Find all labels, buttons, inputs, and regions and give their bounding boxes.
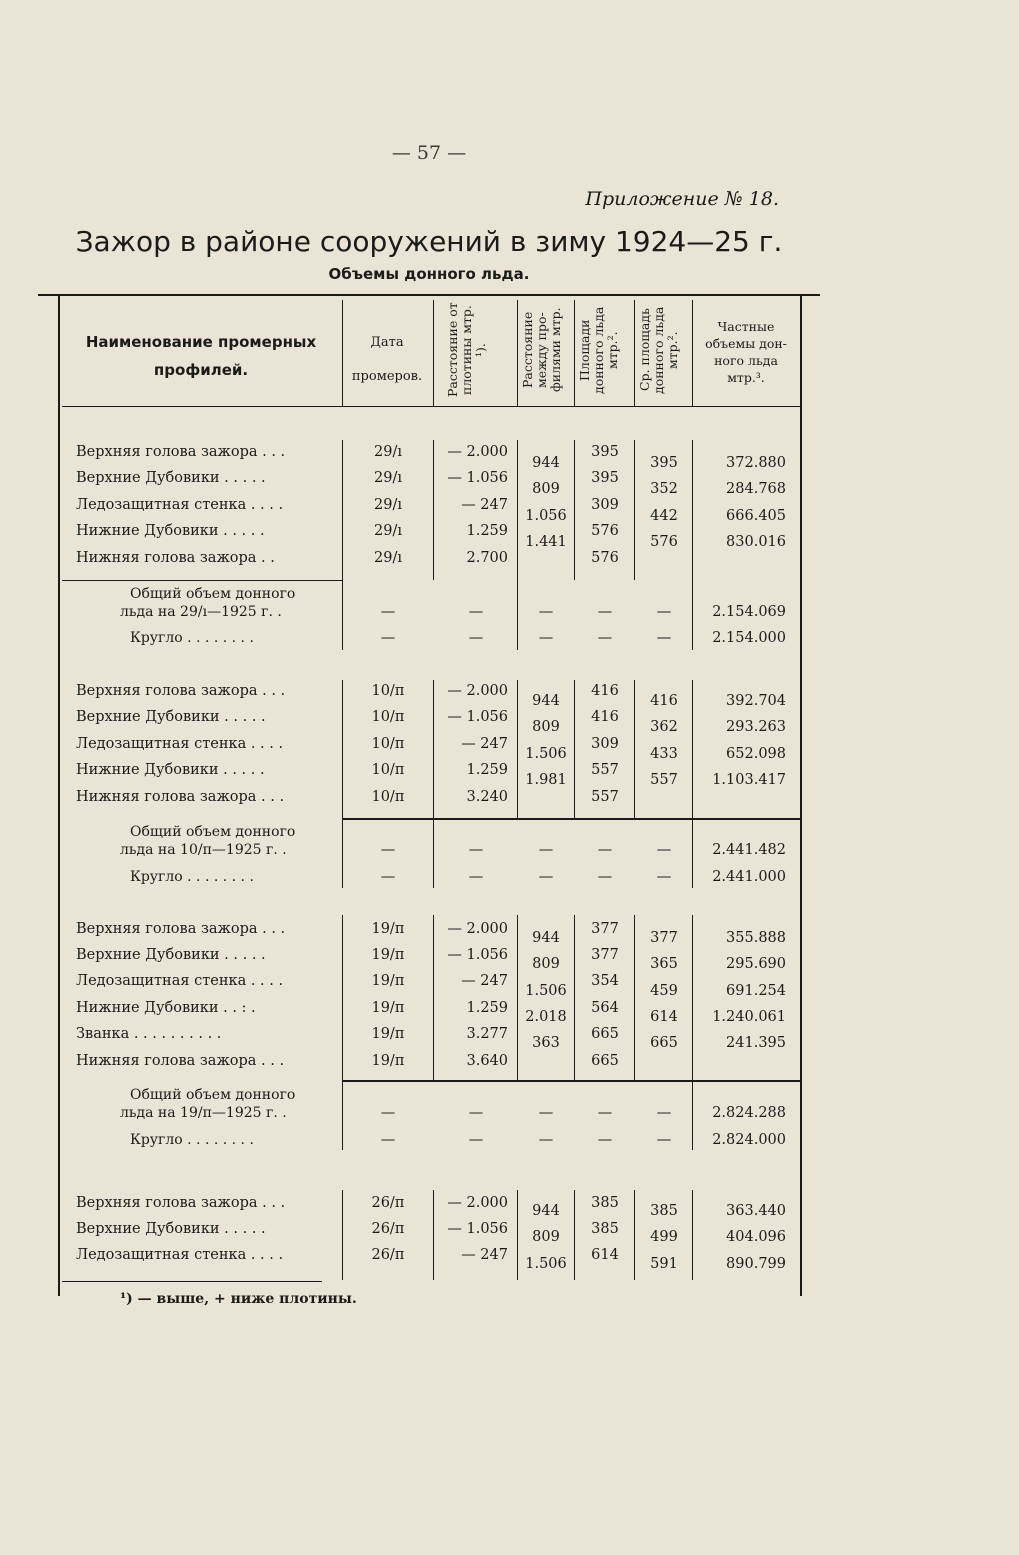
table-cell-area: 564 bbox=[591, 1000, 619, 1016]
table-cell-distance: — 2.000 bbox=[447, 444, 508, 460]
table-cell-date: 10/п bbox=[371, 789, 405, 805]
table-cell-between: 944 bbox=[532, 455, 560, 471]
table-cell-between: 363 bbox=[532, 1035, 560, 1051]
table-cell-date: 19/п bbox=[371, 921, 405, 937]
table-cell-date: 19/п bbox=[371, 973, 405, 989]
table-cell-area: 309 bbox=[591, 497, 619, 513]
table-row-name: Ледозащитная стенка . . . . bbox=[76, 497, 284, 513]
table-cell-date: 19/п bbox=[371, 1026, 405, 1042]
table-cell-volume: 890.799 bbox=[726, 1256, 786, 1272]
table-cell-date: 19/п bbox=[371, 947, 405, 963]
table-cell-distance: — 247 bbox=[461, 736, 508, 752]
table-cell-date: 29/ı bbox=[374, 470, 402, 486]
table-cell-distance: — 1.056 bbox=[447, 1221, 508, 1237]
table-row-name: Верхняя голова зажора . . . bbox=[76, 921, 286, 937]
table-row-name: Верхняя голова зажора . . . bbox=[76, 683, 286, 699]
table-cell-date: 29/ı bbox=[374, 523, 402, 539]
table-cell-date: 26/п bbox=[371, 1247, 405, 1263]
table-cell-volume: 293.263 bbox=[726, 719, 786, 735]
table-cell-avg-area: 442 bbox=[650, 508, 678, 524]
header-area: Площади донного льда мтр.². bbox=[577, 306, 620, 394]
table-cell-avg-area: 665 bbox=[650, 1035, 678, 1051]
table-cell-date: 26/п bbox=[371, 1195, 405, 1211]
table-cell-distance: — 1.056 bbox=[447, 470, 508, 486]
table-cell-area: 665 bbox=[591, 1053, 619, 1069]
table-cell-between: 944 bbox=[532, 1203, 560, 1219]
table-cell-date: 26/п bbox=[371, 1221, 405, 1237]
header-volumes: Частные объемы дон- ного льда мтр.³. bbox=[705, 319, 787, 385]
table-cell-area: 416 bbox=[591, 683, 619, 699]
table-cell-avg-area: 385 bbox=[650, 1203, 678, 1219]
table-cell-distance: 3.277 bbox=[466, 1026, 508, 1042]
table-cell-area: 557 bbox=[591, 762, 619, 778]
table-cell-date: 10/п bbox=[371, 709, 405, 725]
total-volume: 2.824.288 bbox=[712, 1105, 786, 1121]
table-cell-between: 2.018 bbox=[525, 1009, 567, 1025]
table-cell-volume: 691.254 bbox=[726, 983, 786, 999]
table-cell-avg-area: 395 bbox=[650, 455, 678, 471]
header-avg-area: Ср. площадь донного льда мтр.². bbox=[637, 306, 680, 394]
table-cell-avg-area: 362 bbox=[650, 719, 678, 735]
table-cell-volume: 295.690 bbox=[726, 956, 786, 972]
table-cell-volume: 830.016 bbox=[726, 534, 786, 550]
table-cell-volume: 1.240.061 bbox=[712, 1009, 786, 1025]
table-cell-between: 1.981 bbox=[525, 772, 567, 788]
table-cell-avg-area: 459 bbox=[650, 983, 678, 999]
table-cell-area: 614 bbox=[591, 1247, 619, 1263]
table-right-border bbox=[800, 296, 802, 1296]
table-cell-avg-area: 591 bbox=[650, 1256, 678, 1272]
table-cell-avg-area: 416 bbox=[650, 693, 678, 709]
table-cell-area: 665 bbox=[591, 1026, 619, 1042]
total-volume: 2.154.069 bbox=[712, 604, 786, 620]
table-cell-volume: 1.103.417 bbox=[712, 772, 786, 788]
table-cell-volume: 666.405 bbox=[726, 508, 786, 524]
table-cell-avg-area: 614 bbox=[650, 1009, 678, 1025]
table-row-name: Нижние Дубовики . . : . bbox=[76, 1000, 256, 1016]
table-cell-distance: — 2.000 bbox=[447, 921, 508, 937]
table-cell-between: 1.506 bbox=[525, 1256, 567, 1272]
table-cell-volume: 372.880 bbox=[726, 455, 786, 471]
table-cell-between: 944 bbox=[532, 693, 560, 709]
table-row-name: Нижняя голова зажора . . . bbox=[76, 789, 285, 805]
round-label: Кругло . . . . . . . . bbox=[130, 1132, 254, 1148]
page-subtitle: Объемы донного льда. bbox=[328, 265, 530, 283]
table-cell-distance: — 2.000 bbox=[447, 1195, 508, 1211]
header-distance: Расстояние от плотины мтр. ¹). bbox=[445, 302, 488, 398]
table-cell-volume: 652.098 bbox=[726, 746, 786, 762]
table-cell-volume: 404.096 bbox=[726, 1229, 786, 1245]
table-cell-volume: 355.888 bbox=[726, 930, 786, 946]
total-label: льда на 29/ı—1925 г. . bbox=[120, 604, 282, 620]
table-row-name: Нижняя голова зажора . . . bbox=[76, 1053, 285, 1069]
table-cell-between: 944 bbox=[532, 930, 560, 946]
table-row-name: Ледозащитная стенка . . . . bbox=[76, 1247, 284, 1263]
table-cell-avg-area: 499 bbox=[650, 1229, 678, 1245]
table-cell-distance: 1.259 bbox=[466, 1000, 508, 1016]
table-cell-between: 1.056 bbox=[525, 508, 567, 524]
table-row-name: Верхняя голова зажора . . . bbox=[76, 444, 286, 460]
total-volume: 2.441.482 bbox=[712, 842, 786, 858]
table-cell-area: 354 bbox=[591, 973, 619, 989]
table-cell-distance: 1.259 bbox=[466, 523, 508, 539]
table-cell-distance: 3.240 bbox=[466, 789, 508, 805]
table-cell-volume: 363.440 bbox=[726, 1203, 786, 1219]
table-cell-date: 10/п bbox=[371, 736, 405, 752]
table-cell-area: 377 bbox=[591, 947, 619, 963]
table-row-name: Верхние Дубовики . . . . . bbox=[76, 947, 266, 963]
table-cell-distance: 2.700 bbox=[466, 550, 508, 566]
table-row-name: Нижняя голова зажора . . bbox=[76, 550, 275, 566]
footnote: ¹) — выше, + ниже плотины. bbox=[120, 1291, 357, 1307]
table-cell-date: 29/ı bbox=[374, 550, 402, 566]
table-cell-distance: 1.259 bbox=[466, 762, 508, 778]
table-cell-date: 10/п bbox=[371, 683, 405, 699]
table-cell-area: 395 bbox=[591, 470, 619, 486]
total-label: Общий объем донного bbox=[130, 1087, 296, 1103]
header-bottom-rule bbox=[62, 406, 800, 407]
table-cell-date: 19/п bbox=[371, 1000, 405, 1016]
table-cell-date: 10/п bbox=[371, 762, 405, 778]
total-label: Общий объем донного bbox=[130, 586, 296, 602]
table-cell-area: 385 bbox=[591, 1221, 619, 1237]
table-cell-date: 29/ı bbox=[374, 444, 402, 460]
table-cell-distance: — 247 bbox=[461, 973, 508, 989]
table-cell-between: 809 bbox=[532, 481, 560, 497]
table-cell-between: 1.441 bbox=[525, 534, 567, 550]
table-cell-avg-area: 365 bbox=[650, 956, 678, 972]
table-row-name: Верхние Дубовики . . . . . bbox=[76, 709, 266, 725]
table-row-name: Верхние Дубовики . . . . . bbox=[76, 470, 266, 486]
table-cell-area: 416 bbox=[591, 709, 619, 725]
table-cell-avg-area: 377 bbox=[650, 930, 678, 946]
table-left-border bbox=[58, 296, 60, 1296]
table-cell-volume: 284.768 bbox=[726, 481, 786, 497]
table-row-name: Верхняя голова зажора . . . bbox=[76, 1195, 286, 1211]
table-row-name: Нижние Дубовики . . . . . bbox=[76, 762, 265, 778]
round-label: Кругло . . . . . . . . bbox=[130, 630, 254, 646]
table-cell-volume: 392.704 bbox=[726, 693, 786, 709]
header-date: Дата промеров. bbox=[351, 335, 423, 384]
round-volume: 2.154.000 bbox=[712, 630, 786, 646]
table-cell-area: 576 bbox=[591, 523, 619, 539]
table-cell-distance: — 1.056 bbox=[447, 947, 508, 963]
table-cell-area: 395 bbox=[591, 444, 619, 460]
table-cell-date: 29/ı bbox=[374, 497, 402, 513]
table-cell-area: 385 bbox=[591, 1195, 619, 1211]
header-profile-name: Наименование промерных профилей. bbox=[85, 333, 317, 379]
total-label: льда на 19/п—1925 г. . bbox=[120, 1105, 287, 1121]
total-label: льда на 10/п—1925 г. . bbox=[120, 842, 287, 858]
table-cell-area: 557 bbox=[591, 789, 619, 805]
total-label: Общий объем донного bbox=[130, 824, 296, 840]
table-cell-area: 576 bbox=[591, 550, 619, 566]
table-cell-between: 809 bbox=[532, 1229, 560, 1245]
table-cell-volume: 241.395 bbox=[726, 1035, 786, 1051]
table-top-rule bbox=[38, 294, 820, 296]
table-cell-distance: 3.640 bbox=[466, 1053, 508, 1069]
page-number: — 57 — bbox=[391, 142, 467, 164]
table-cell-avg-area: 576 bbox=[650, 534, 678, 550]
document-page: — 57 — Приложение № 18. Зажор в районе сооружений в зиму 1924—25 г. Объемы донного льда. Наименование промерных профилей. Дата промеров. Расстояние от плотины мтр. ¹). Расстояние между про- филями мтр. Площади донного льда мтр.². Ср. площадь донного льда мтр.². Частные объемы дон- ного льда мтр.³. Верхняя голова зажора . . . Верхние Дубовики . . . . . Ледозащитная стенка . . . . Нижние Дубовики . . . . . Нижняя голова зажора . . 29/ı 29/ı 29/ı 29/ı 29/ı — 2.000 — 1.056 — 247 1.259 2.700 944 809 1.056 1.441 395 395 309 576 576 395 352 442 576 372.880 284.768 666.405 830.016 Общий объем донного льда на 29/ı—1925 г. . — — — — — 2.154.069 Кругло . . . . . . . . — — — — — 2.154.000 Верхняя голова зажора . . . Верхние Дубовики . . . . . Ледозащитная стенка . . . . Нижние Дубовики . . . . . Нижняя голова зажора . . . 10/п 10/п 10/п 10/п 10/п — 2.000 — 1.056 — 247 1.259 3.240 944 809 1.506 1.981 416 416 309 557 557 416 362 433 557 392.704 293.263 652.098 1.103.417 Общий объем донного льда на 10/п—1925 г. . — — — — — 2.441.482 Кругло . . . . . . . . — — — — — 2.441.000 Верхняя голова зажора . . . Верхние Дубовики . . . . . Ледозащитная стенка . . . . Нижние Дубовики . . : . Званка . . . . . . . . . . Нижняя голова зажора . . . 19/п 19/п 19/п 19/п 19/п 19/п — 2.000 — 1.056 — 247 1.259 3.277 3.640 944 809 1.506 2.018 363 377 377 354 564 665 665 377 365 459 614 665 355.888 295.690 691.254 1.240.061 241.395 Общий объем донного льда на 19/п—1925 г. . — — — — — 2.824.288 Кругло . . . . . . . . — — — — — 2.824.000 Верхняя голова зажора . . . Верхние Дубовики . . . . . Ледозащитная стенка . . . . 26/п 26/п 26/п — 2.000 — 1.056 — 247 944 809 1.506 385 385 614 385 499 591 363.440 404.096 890.799 ¹) — выше, + ниже плотины. bbox=[0, 0, 1019, 1555]
table-cell-distance: — 247 bbox=[461, 497, 508, 513]
table-cell-date: 19/п bbox=[371, 1053, 405, 1069]
round-label: Кругло . . . . . . . . bbox=[130, 869, 254, 885]
table-cell-area: 377 bbox=[591, 921, 619, 937]
page-title: Зажор в районе сооружений в зиму 1924—25 г. bbox=[75, 225, 783, 258]
table-cell-distance: — 2.000 bbox=[447, 683, 508, 699]
table-cell-between: 809 bbox=[532, 956, 560, 972]
table-cell-avg-area: 352 bbox=[650, 481, 678, 497]
table-cell-between: 809 bbox=[532, 719, 560, 735]
table-cell-avg-area: 557 bbox=[650, 772, 678, 788]
table-cell-distance: — 247 bbox=[461, 1247, 508, 1263]
table-row-name: Нижние Дубовики . . . . . bbox=[76, 523, 265, 539]
table-row-name: Званка . . . . . . . . . . bbox=[76, 1026, 222, 1042]
round-volume: 2.824.000 bbox=[712, 1132, 786, 1148]
table-row-name: Ледозащитная стенка . . . . bbox=[76, 736, 284, 752]
table-cell-distance: — 1.056 bbox=[447, 709, 508, 725]
table-row-name: Верхние Дубовики . . . . . bbox=[76, 1221, 266, 1237]
footnote-rule bbox=[62, 1281, 322, 1282]
table-cell-between: 1.506 bbox=[525, 746, 567, 762]
table-row-name: Ледозащитная стенка . . . . bbox=[76, 973, 284, 989]
table-cell-area: 309 bbox=[591, 736, 619, 752]
round-volume: 2.441.000 bbox=[712, 869, 786, 885]
table-cell-between: 1.506 bbox=[525, 983, 567, 999]
table-cell-avg-area: 433 bbox=[650, 746, 678, 762]
header-between: Расстояние между про- филями мтр. bbox=[520, 307, 563, 393]
appendix-label: Приложение № 18. bbox=[585, 188, 779, 210]
